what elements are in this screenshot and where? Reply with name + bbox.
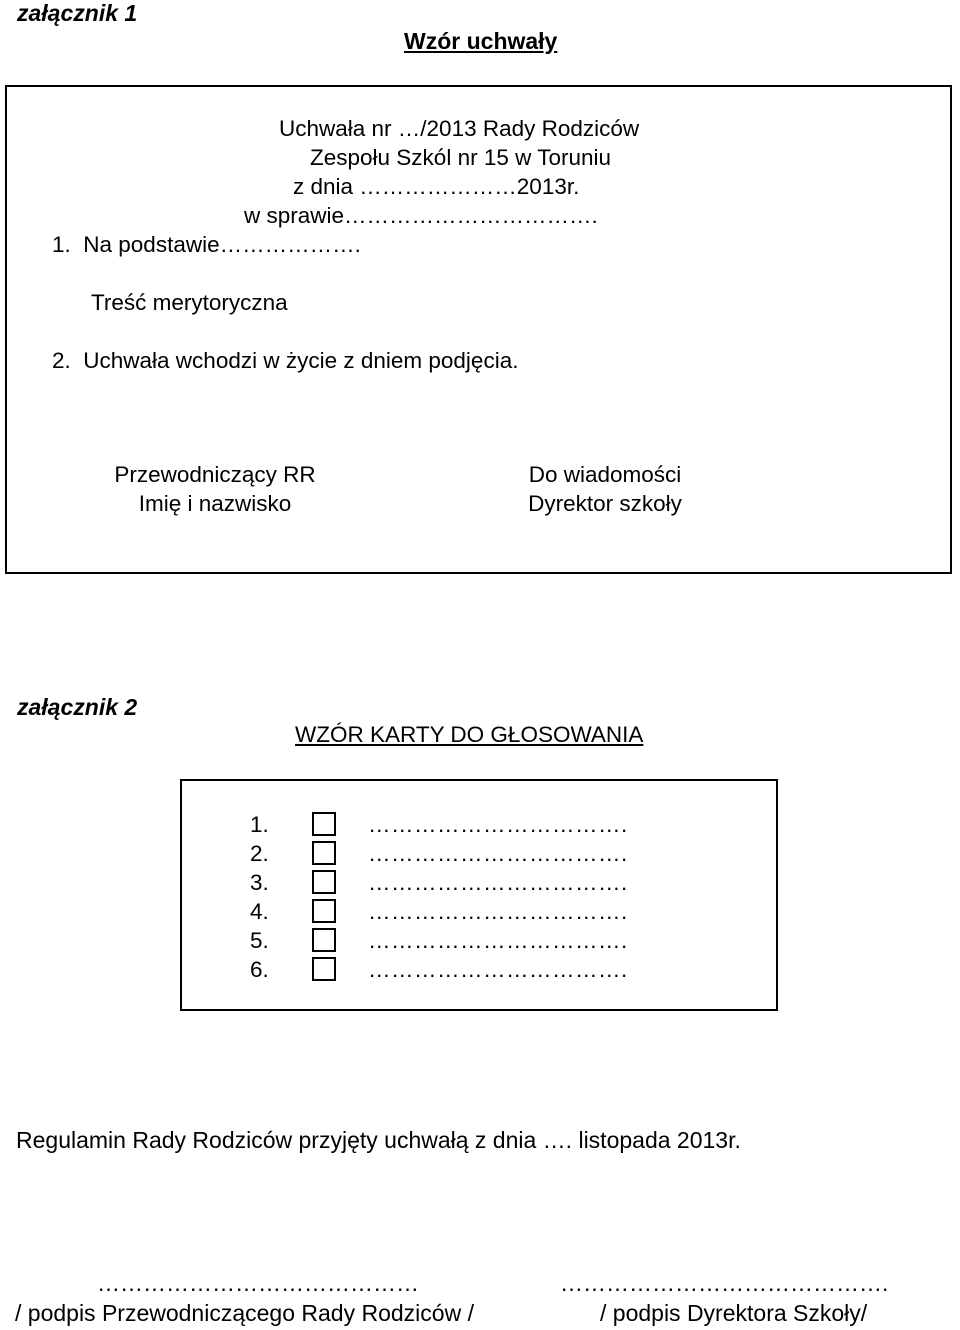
- ballot-item-number: 5.: [250, 928, 269, 953]
- content-placeholder: Treść merytoryczna: [91, 290, 288, 315]
- director-signature-caption: / podpis Dyrektora Szkoły/: [600, 1300, 868, 1326]
- chairperson-signature-block: [60, 460, 370, 518]
- ballot-template-title: WZÓR KARTY DO GŁOSOWANIA: [295, 722, 644, 747]
- ballot-item: [250, 955, 730, 984]
- ballot-item: [250, 839, 730, 868]
- ballot-item-number: 6.: [250, 957, 269, 982]
- school-name-line: Zespołu Szkól nr 15 w Toruniu: [310, 145, 611, 170]
- chairperson-name-placeholder: Imię i nazwisko: [138, 491, 292, 516]
- ballot-item-line: …………………………….: [368, 957, 628, 982]
- effective-date-item: 2. Uchwała wchodzi w życie z dniem podjęcia.: [52, 348, 519, 373]
- ballot-checkbox[interactable]: [312, 899, 336, 923]
- chairperson-signature-caption: / podpis Przewodniczącego Rady Rodziców /: [15, 1300, 474, 1326]
- ballot-item-number: 1.: [250, 812, 269, 837]
- notice-label: Do wiadomości: [528, 462, 682, 487]
- ballot-item: [250, 868, 730, 897]
- chairperson-signature-line: ……………………………………: [97, 1270, 419, 1296]
- ballot-item-line: …………………………….: [368, 899, 628, 924]
- ballot-checkbox[interactable]: [312, 870, 336, 894]
- director-title: Dyrektor szkoły: [528, 491, 682, 516]
- attachment-2-label: załącznik 2: [17, 694, 138, 720]
- ballot-item-number: 4.: [250, 899, 269, 924]
- resolution-template-title: Wzór uchwały: [404, 28, 558, 54]
- ballot-item: [250, 897, 730, 926]
- legal-basis-item: 1. Na podstawie……………….: [52, 232, 361, 257]
- ballot-item-line: …………………………….: [368, 928, 628, 953]
- ballot-item-line: …………………………….: [368, 812, 628, 837]
- ballot-checkbox[interactable]: [312, 928, 336, 952]
- ballot-item-line: …………………………….: [368, 870, 628, 895]
- ballot-item-number: 2.: [250, 841, 269, 866]
- ballot-checkbox[interactable]: [312, 957, 336, 981]
- ballot-checkbox[interactable]: [312, 841, 336, 865]
- resolution-number-line: Uchwała nr …/2013 Rady Rodziców: [279, 116, 640, 141]
- bylaws-adoption-text: Regulamin Rady Rodziców przyjęty uchwałą z dnia …. listopada 2013r.: [16, 1127, 741, 1153]
- attachment-1-label: załącznik 1: [17, 0, 138, 26]
- subject-line: w sprawie…………………………….: [244, 203, 598, 228]
- ballot-item-number: 3.: [250, 870, 269, 895]
- date-line: z dnia …………………2013r.: [293, 174, 580, 199]
- ballot-item-line: …………………………….: [368, 841, 628, 866]
- chairperson-title: Przewodniczący RR: [114, 462, 316, 487]
- director-notice-block: [480, 460, 730, 518]
- director-signature-line: …………………………………….: [560, 1270, 889, 1296]
- ballot-item: [250, 926, 730, 955]
- ballot-item: [250, 810, 730, 839]
- ballot-checkbox[interactable]: [312, 812, 336, 836]
